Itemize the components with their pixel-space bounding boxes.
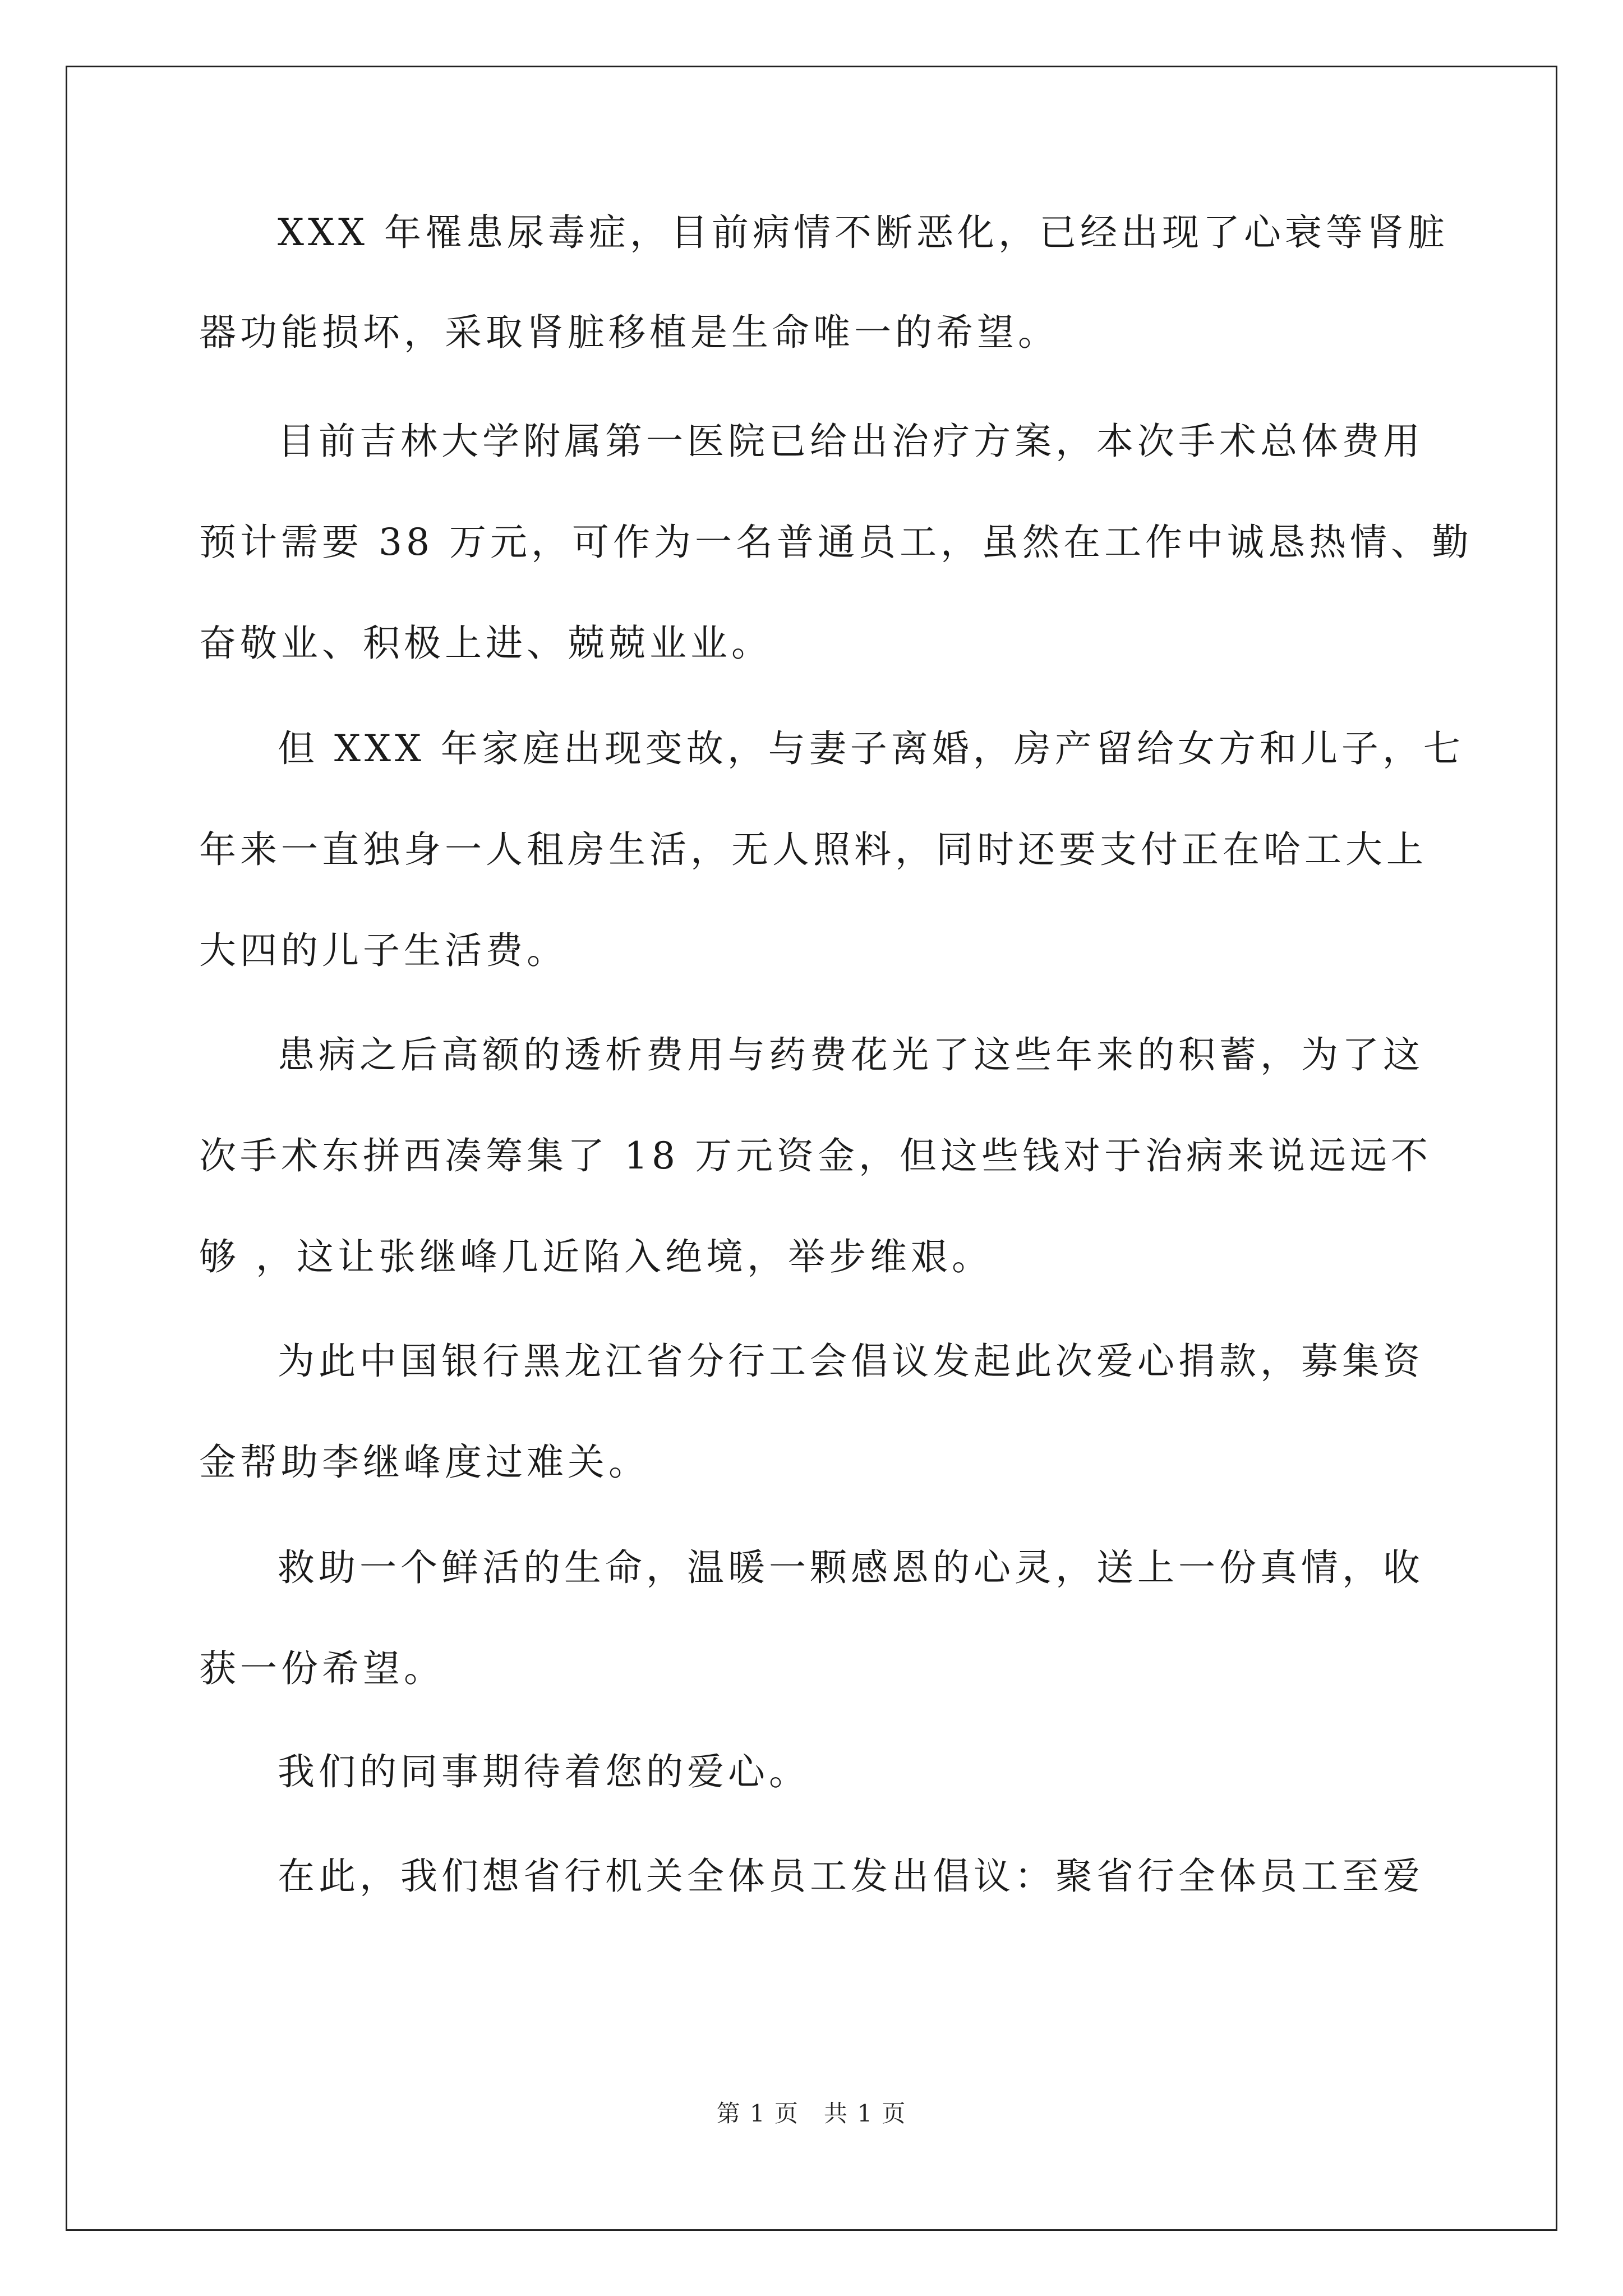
text-line: 预计需要 38 万元，可作为一名普通员工，虽然在工作中诚恳热情、勤 — [199, 521, 1473, 564]
text-line: 患病之后高额的透析费用与药费花光了这些年来的积蓄，为了这 — [278, 1033, 1424, 1076]
text-line: 器功能损坏，采取肾脏移植是生命唯一的希望。 — [199, 311, 1059, 354]
text-line: 年来一直独身一人租房生活，无人照料，同时还要支付正在哈工大上 — [199, 828, 1427, 871]
text-line: 救助一个鲜活的生命，温暖一颗感恩的心灵，送上一份真情，收 — [278, 1546, 1424, 1589]
text-line: 在此，我们想省行机关全体员工发出倡议：聚省行全体员工至爱 — [278, 1855, 1424, 1898]
text-line: 次手术东拼西凑筹集了 18 万元资金，但这些钱对于治病来说远远不 — [199, 1134, 1432, 1177]
text-line: 够 ，这让张继峰几近陷入绝境，举步维艰。 — [199, 1235, 993, 1278]
text-line: 为此中国银行黑龙江省分行工会倡议发起此次爱心捐款，募集资 — [278, 1340, 1424, 1383]
text-line: 目前吉林大学附属第一医院已给出治疗方案，本次手术总体费用 — [278, 420, 1424, 463]
text-line: XXX 年罹患尿毒症，目前病情不断恶化，已经出现了心衰等肾脏 — [278, 211, 1449, 254]
text-line: 获一份希望。 — [199, 1647, 445, 1690]
text-line: 奋敬业、积极上进、兢兢业业。 — [199, 622, 772, 665]
text-line: 大四的儿子生活费。 — [199, 929, 568, 972]
text-line: 我们的同事期待着您的爱心。 — [278, 1750, 810, 1793]
page-footer: 第 1 页 共 1 页 — [716, 2100, 907, 2127]
text-line: 但 XXX 年家庭出现变故，与妻子离婚，房产留给女方和儿子，七 — [278, 727, 1464, 770]
text-line: 金帮助李继峰度过难关。 — [199, 1441, 649, 1484]
